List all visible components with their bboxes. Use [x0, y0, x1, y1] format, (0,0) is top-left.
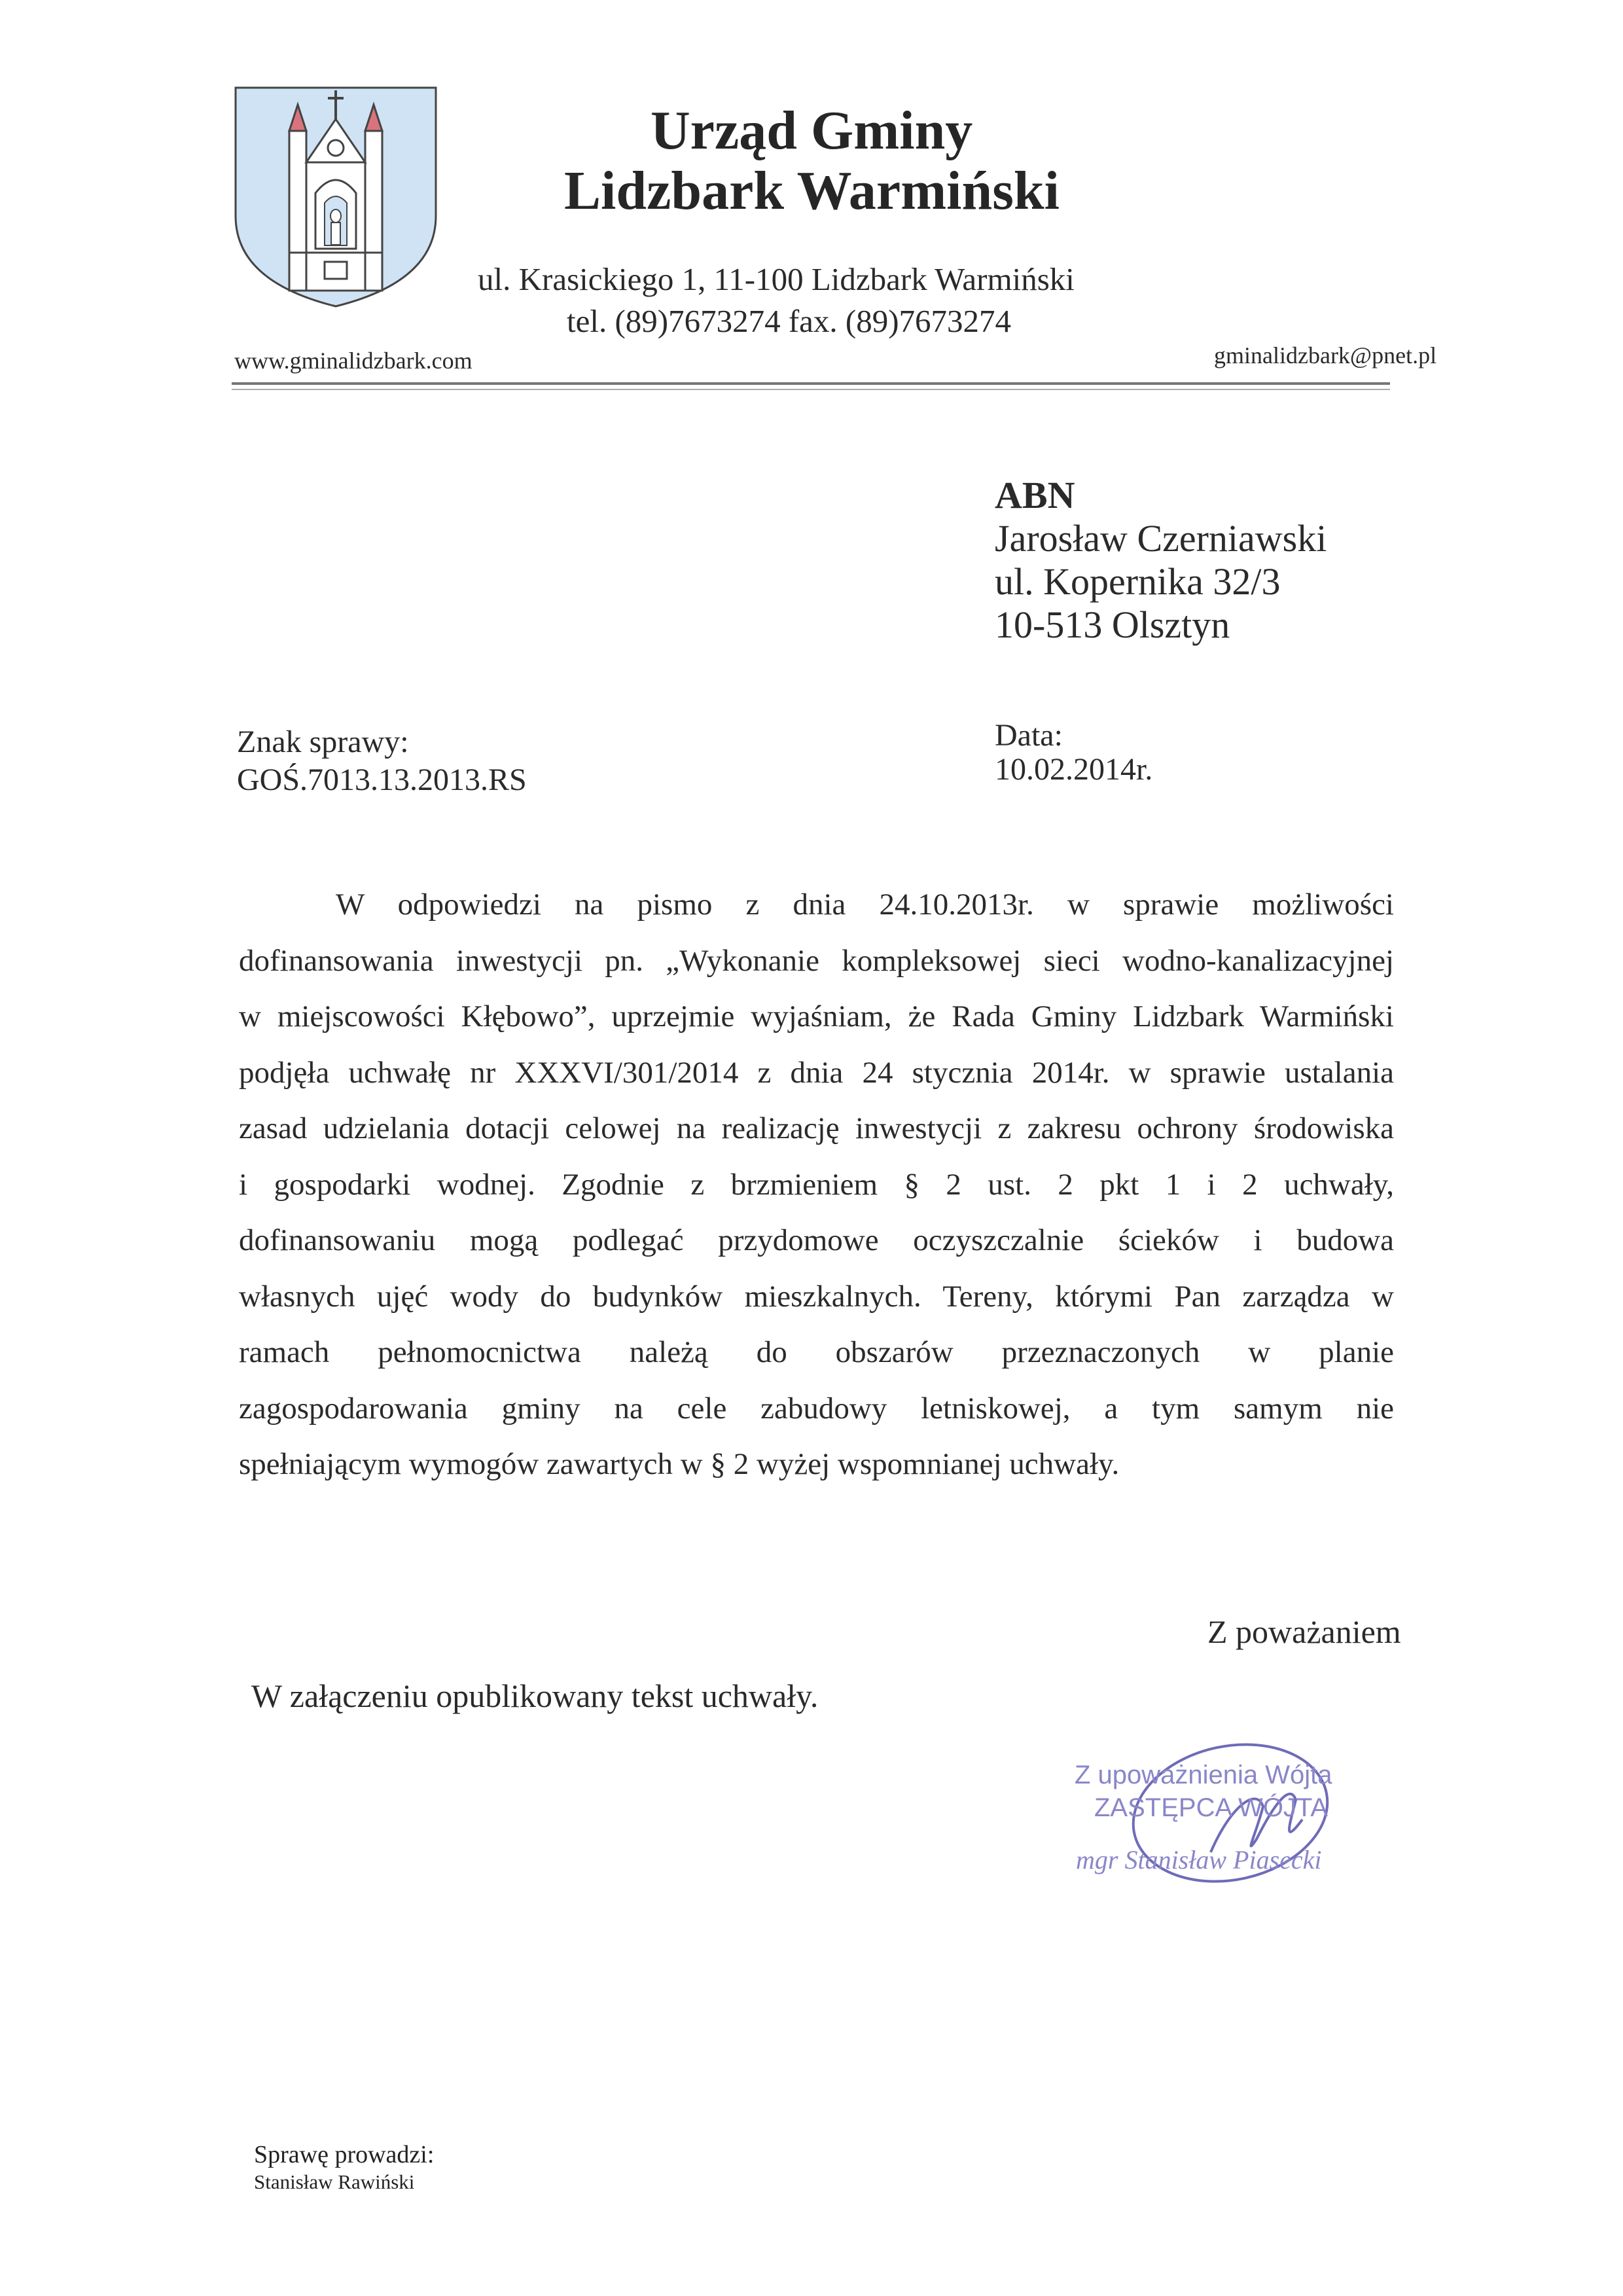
date-label: Data: [995, 718, 1063, 753]
recipient-street: ul. Kopernika 32/3 [995, 560, 1281, 603]
handler-label: Sprawę prowadzi: [254, 2141, 435, 2168]
stamp-line-3: mgr Stanisław Piasecki [1076, 1845, 1322, 1874]
office-website: www.gminalidzbark.com [234, 348, 473, 374]
office-name-line1: Urząd Gminy [651, 100, 973, 161]
body-line: dofinansowaniu mogą podlegać przydomowe oczyszczalnie ścieków i budowa [239, 1223, 1394, 1257]
reference-label: Znak sprawy: [237, 725, 409, 759]
date-value: 10.02.2014r. [995, 752, 1153, 787]
coat-of-arms-icon [233, 85, 438, 309]
recipient-company: ABN [995, 474, 1075, 516]
body-line: podjęła uchwałę nr XXXVI/301/2014 z dnia 24 stycznia 2014r. w sprawie ustalania [239, 1055, 1394, 1090]
office-email: gminalidzbark@pnet.pl [1214, 342, 1437, 368]
body-line: zagospodarowania gminy na cele zabudowy letniskowej, a tym samym nie [239, 1391, 1394, 1426]
body-line: zasad udzielania dotacji celowej na realizację inwestycji z zakresu ochrony środowiska [239, 1111, 1394, 1145]
body-line: i gospodarki wodnej. Zgodnie z brzmieniem § 2 ust. 2 pkt 1 i 2 uchwały, [239, 1167, 1394, 1202]
handler-name: Stanisław Rawiński [254, 2170, 415, 2193]
signature-stamp [1060, 1728, 1374, 1918]
header-divider-thin [232, 389, 1390, 390]
reference-number: GOŚ.7013.13.2013.RS [237, 762, 527, 797]
office-address: ul. Krasickiego 1, 11-100 Lidzbark Warmiński [478, 261, 1075, 297]
office-phone: tel. (89)7673274 fax. (89)7673274 [567, 303, 1012, 339]
stamp-line-2: ZASTĘPCA WÓJTA [1094, 1793, 1329, 1822]
attachment-note: W załączeniu opublikowany tekst uchwały. [251, 1677, 819, 1714]
header-divider [232, 382, 1390, 385]
body-line: własnych ujęć wody do budynków mieszkalnych. Tereny, którymi Pan zarządza w [239, 1279, 1394, 1314]
body-line: spełniającym wymogów zawartych w § 2 wyżej wspomnianej uchwały. [239, 1447, 1120, 1481]
office-name-line2: Lidzbark Warmiński [564, 160, 1060, 221]
body-line: dofinansowania inwestycji pn. „Wykonanie kompleksowej sieci wodno-kanalizacyjnej [239, 943, 1394, 978]
closing-salutation: Z poważaniem [1207, 1613, 1401, 1650]
body-line: ramach pełnomocnictwa należą do obszarów przeznaczonych w planie [239, 1335, 1394, 1369]
stamp-line-1: Z upoważnienia Wójta [1075, 1761, 1332, 1789]
recipient-city: 10-513 Olsztyn [995, 603, 1230, 646]
body-line: w miejscowości Kłębowo”, uprzejmie wyjaśniam, że Rada Gminy Lidzbark Warmiński [239, 999, 1394, 1033]
recipient-name: Jarosław Czerniawski [995, 517, 1327, 560]
letter-body [239, 877, 1394, 1493]
body-line: W odpowiedzi na pismo z dnia 24.10.2013r. w sprawie możliwości [336, 888, 1394, 922]
